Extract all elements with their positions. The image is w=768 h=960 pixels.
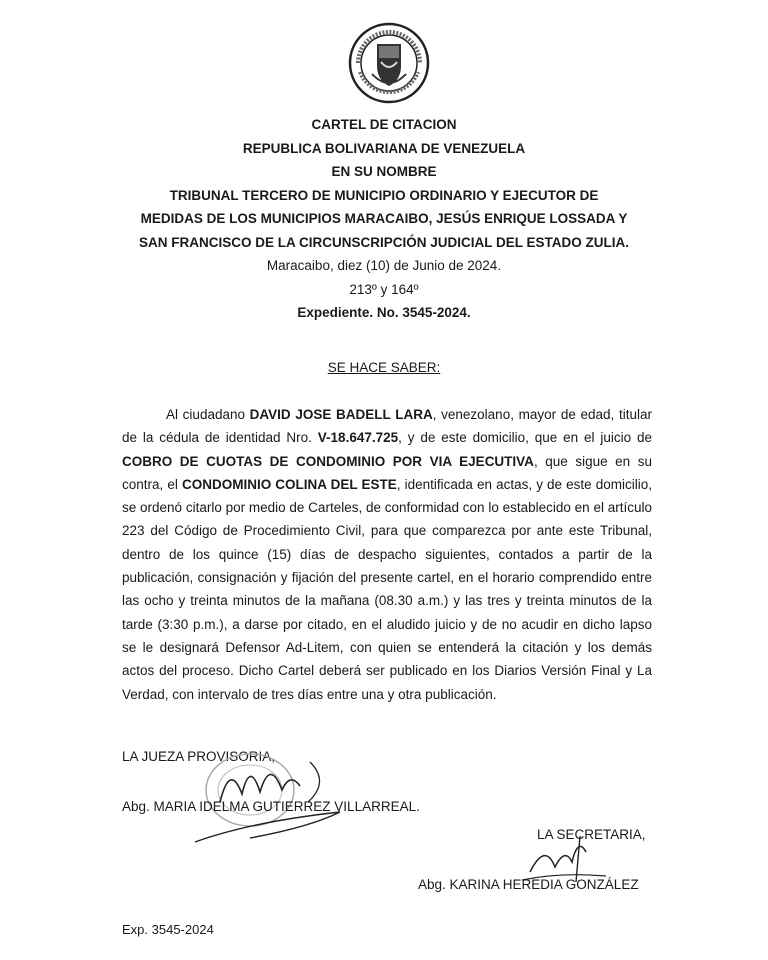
expediente-number: Expediente. No. 3545-2024. [297, 305, 471, 320]
body-text-4: , que sigue en su contra, el [122, 453, 652, 492]
document-date: Maracaibo, diez (10) de Junio de 2024. [266, 258, 502, 273]
body-text-1: Al ciudadano [166, 407, 250, 422]
en-su-nombre: EN SU NOMBRE [331, 164, 437, 179]
secretaria-name: Abg. KARINA HEREDIA GONZÁLEZ [418, 877, 639, 892]
footer-expediente: Exp. 3545-2024 [122, 922, 214, 937]
citation-body [122, 403, 652, 706]
jueza-role: LA JUEZA PROVISORIA, [122, 749, 276, 764]
years-line: 213º y 164º [349, 281, 419, 297]
body-text-3: , y de este domicilio, que en el juicio de [398, 430, 652, 446]
jueza-name: Abg. MARIA IDELMA GUTIERREZ VILLARREAL. [122, 799, 420, 814]
court-seal-icon [348, 22, 430, 104]
body-text-5: , identificada en actas, y de este domicilio, se ordenó citarlo por medio de Carteles, de conformidad con lo establecido en el artículo 223 del Código de Procedimiento Civil, para que comparezca por ante este Tribunal, dentro de los quince (15) días de despacho siguientes, contados a partir de la publicación, consignación y fijación del presente cartel, en el horario comprendido entre las ocho y treinta minutos de la mañana (08.30 a.m.) y las tres y treinta minutos de la tarde (3:30 p.m.), a darse por citado, en el aludido juicio y de no acudir en dicho lapso se le designará Defensor Ad-Litem, con quien se entenderá la citación y los demás actos del proceso. Dicho Cartel deberá ser publicado en los Diarios Versión Final y La Verdad, con intervalo de tres días entre una y otra publicación. [122, 476, 653, 702]
juicio-type: COBRO DE CUOTAS DE CONDOMINIO POR VIA EJECUTIVA [122, 453, 534, 469]
document-title: CARTEL DE CITACION [311, 117, 457, 132]
plaintiff-name: CONDOMINIO COLINA DEL ESTE [181, 476, 397, 492]
tribunal-line-3: SAN FRANCISCO DE LA CIRCUNSCRIPCIÓN JUDICIAL DEL ESTADO ZULIA. [138, 234, 630, 250]
country-line: REPUBLICA BOLIVARIANA DE VENEZUELA [242, 140, 526, 156]
tribunal-line-1: TRIBUNAL TERCERO DE MUNICIPIO ORDINARIO Y EJECUTOR DE [169, 187, 599, 203]
se-hace-saber-heading: SE HACE SABER: [327, 360, 441, 375]
tribunal-line-2: MEDIDAS DE LOS MUNICIPIOS MARACAIBO, JESÚS ENRIQUE LOSSADA Y [140, 211, 628, 226]
body-text-2: , venezolano, mayor de edad, titular de la cédula de identidad Nro. [122, 407, 652, 446]
secretaria-role: LA SECRETARIA, [537, 827, 646, 842]
defendant-name: DAVID JOSE BADELL LARA [249, 407, 433, 422]
cedula-number: V-18.647.725 [317, 430, 399, 446]
jueza-signature-icon [190, 742, 360, 852]
citation-paragraph [122, 403, 652, 706]
document-header [0, 113, 768, 325]
